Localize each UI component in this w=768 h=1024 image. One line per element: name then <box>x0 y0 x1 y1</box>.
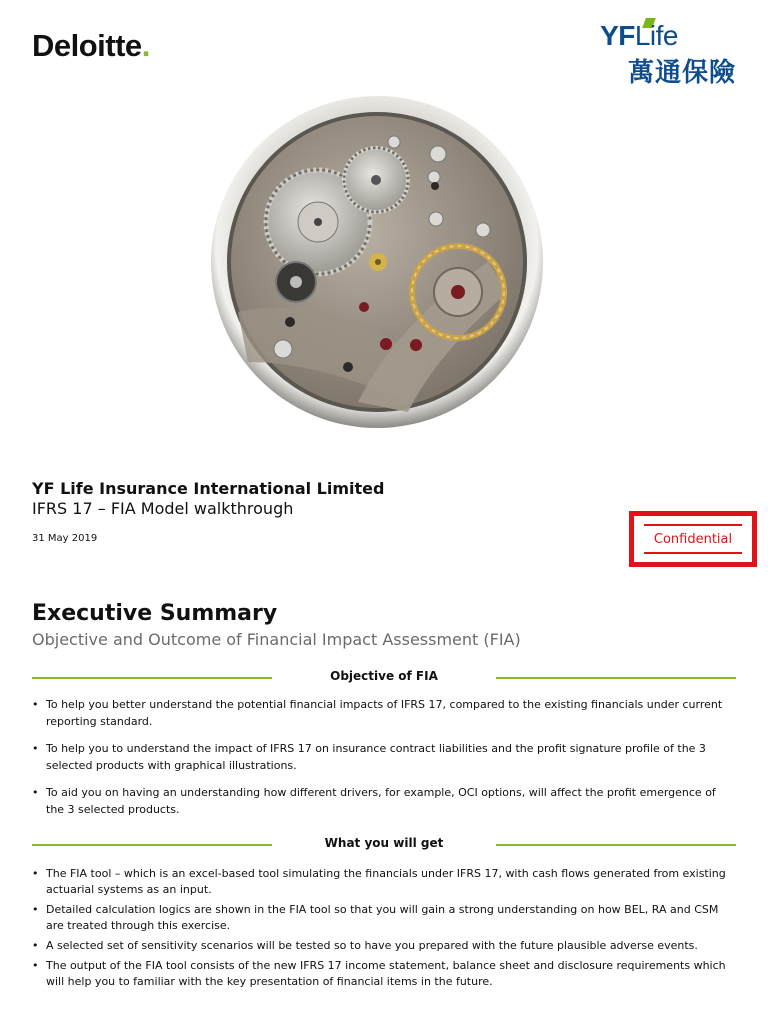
deliverables-list <box>32 866 737 990</box>
executive-summary-title: Executive Summary <box>32 601 278 626</box>
confidential-stamp <box>629 511 757 567</box>
list-item: • The output of the FIA tool consists of the new IFRS 17 income statement, balance sheet and disclosure requirements which will help you to familiar with the key presentation of financial items in the future. <box>32 958 737 990</box>
confidential-label: Confidential <box>653 531 733 547</box>
executive-summary-subtitle: Objective and Outcome of Financial Impact Assessment (FIA) <box>32 630 521 649</box>
yf-life-logo <box>586 18 736 88</box>
document-date: 31 May 2019 <box>32 533 98 544</box>
objective-list <box>32 696 737 818</box>
yf-logo-en: YFLife <box>600 20 678 51</box>
watch-movement-image <box>178 62 576 462</box>
deloitte-logo <box>32 28 150 64</box>
stamp-rule-top <box>644 524 742 526</box>
company-name: YF Life Insurance International Limited <box>32 479 385 498</box>
section-title-what-you-get: What you will get <box>324 836 444 850</box>
list-item: • To help you better understand the potential financial impacts of IFRS 17, compared to the existing financials under current reporting standard. <box>32 696 737 730</box>
list-item: • The FIA tool – which is an excel-based tool simulating the financials under IFRS 17, with cash flows generated from existing actuarial systems as an input. <box>32 866 737 898</box>
list-item: • To help you to understand the impact of IFRS 17 on insurance contract liabilities and the profit signature profile of the 3 selected products with graphical illustrations. <box>32 740 737 774</box>
section-divider-right <box>496 677 736 679</box>
document-subtitle: IFRS 17 – FIA Model walkthrough <box>32 499 294 518</box>
deloitte-logo-dot: . <box>141 28 150 63</box>
list-item: • To aid you on having an understanding how different drivers, for example, OCI options, will affect the profit emergence of the 3 selected products. <box>32 784 737 818</box>
section-title-objective: Objective of FIA <box>330 669 438 683</box>
section-divider-left <box>32 677 272 679</box>
list-item: • Detailed calculation logics are shown in the FIA tool so that you will gain a strong understanding on how BEL, RA and CSM are treated through this exercise. <box>32 902 737 934</box>
deloitte-logo-text: Deloitte <box>32 28 142 63</box>
list-item: • A selected set of sensitivity scenarios will be tested so to have you prepared with the future plausible adverse events. <box>32 938 737 954</box>
stamp-rule-bottom <box>644 552 742 554</box>
section-divider-right <box>496 844 736 846</box>
yf-logo-zh: 萬通保險 <box>627 58 736 88</box>
section-divider-left <box>32 844 272 846</box>
